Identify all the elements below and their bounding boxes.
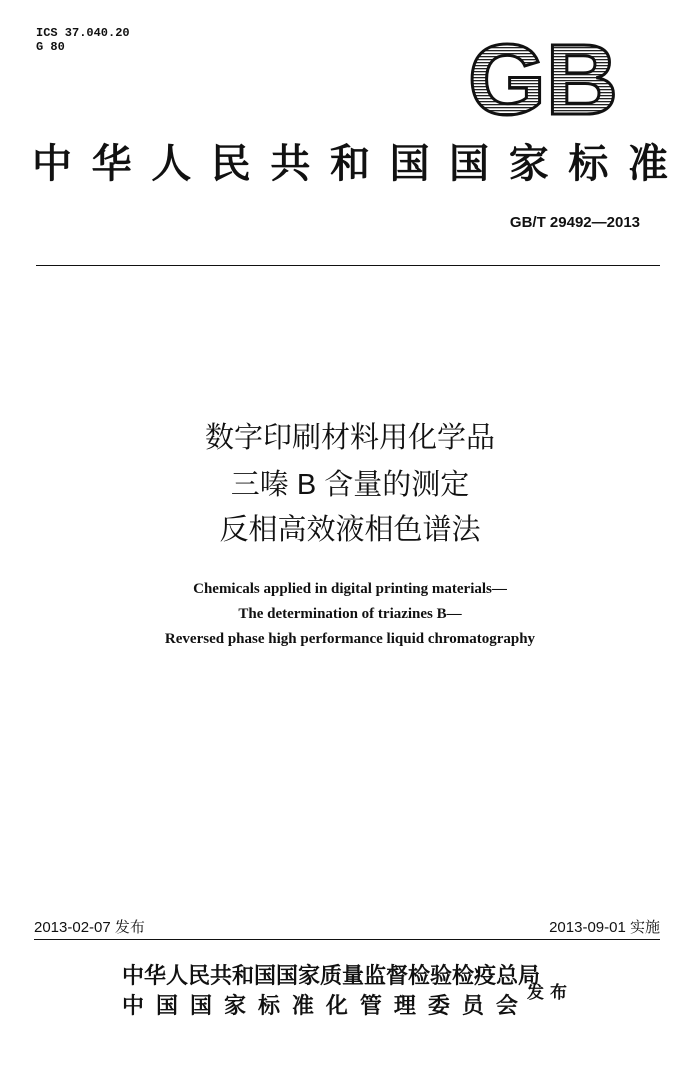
std-name-char: 和 <box>329 141 370 186</box>
bottom-divider <box>34 939 660 940</box>
issuer-char: 理 <box>393 993 416 1018</box>
ics-code: ICS 37.040.20 <box>36 26 130 40</box>
issuer-char: 准 <box>291 993 314 1018</box>
std-name-char: 人 <box>151 141 192 186</box>
issuer-char: 标 <box>257 993 280 1018</box>
issuer-char: 会 <box>495 993 518 1018</box>
std-name-char: 民 <box>210 141 251 186</box>
issuer-char: 委 <box>427 993 450 1018</box>
std-name-char: 家 <box>508 141 549 186</box>
std-name-char: 国 <box>389 141 430 186</box>
standard-number: GB/T 29492—2013 <box>509 214 640 231</box>
issuer-char: 员 <box>461 993 484 1018</box>
implementation-date: 2013-09-01 实施 <box>549 919 660 936</box>
std-name-char: 中 <box>32 141 72 186</box>
chinese-title-line-1: 数字印刷材料用化学品 <box>204 422 495 454</box>
issuer-char: 家 <box>223 993 246 1018</box>
gb-logo-text: GB <box>468 38 618 122</box>
issuer-char: 国 <box>155 993 178 1018</box>
english-title-line-1: Chemicals applied in digital printing materials— <box>193 581 507 597</box>
issue-date: 2013-02-07 发布 <box>34 919 145 936</box>
issuer-line-2 <box>122 992 518 1020</box>
publish-label: 发布 <box>527 983 573 1002</box>
issuer-char: 管 <box>359 993 382 1018</box>
top-divider <box>36 265 660 266</box>
issuer-char: 化 <box>325 993 348 1018</box>
std-name-char: 准 <box>627 141 668 186</box>
standard-chinese-name <box>32 138 668 190</box>
english-title-line-3: Reversed phase high performance liquid chromatography <box>164 631 536 647</box>
std-name-char: 华 <box>91 141 132 186</box>
std-name-char: 标 <box>568 141 609 186</box>
classification-code: G 80 <box>36 40 65 54</box>
chinese-title-line-3: 反相高效液相色谱法 <box>219 514 481 546</box>
chinese-title-line-2: 三嗪 B 含量的测定 <box>230 469 470 501</box>
issuer-char: 国 <box>189 993 212 1018</box>
issuer-char: 中 <box>122 993 145 1018</box>
issuer-line-1: 中华人民共和国国家质量监督检验检疫总局 <box>122 963 541 988</box>
std-name-char: 国 <box>449 141 490 186</box>
std-name-char: 共 <box>270 141 311 186</box>
english-title-line-2: The determination of triazines B— <box>238 606 462 622</box>
gb-logo <box>466 38 621 122</box>
